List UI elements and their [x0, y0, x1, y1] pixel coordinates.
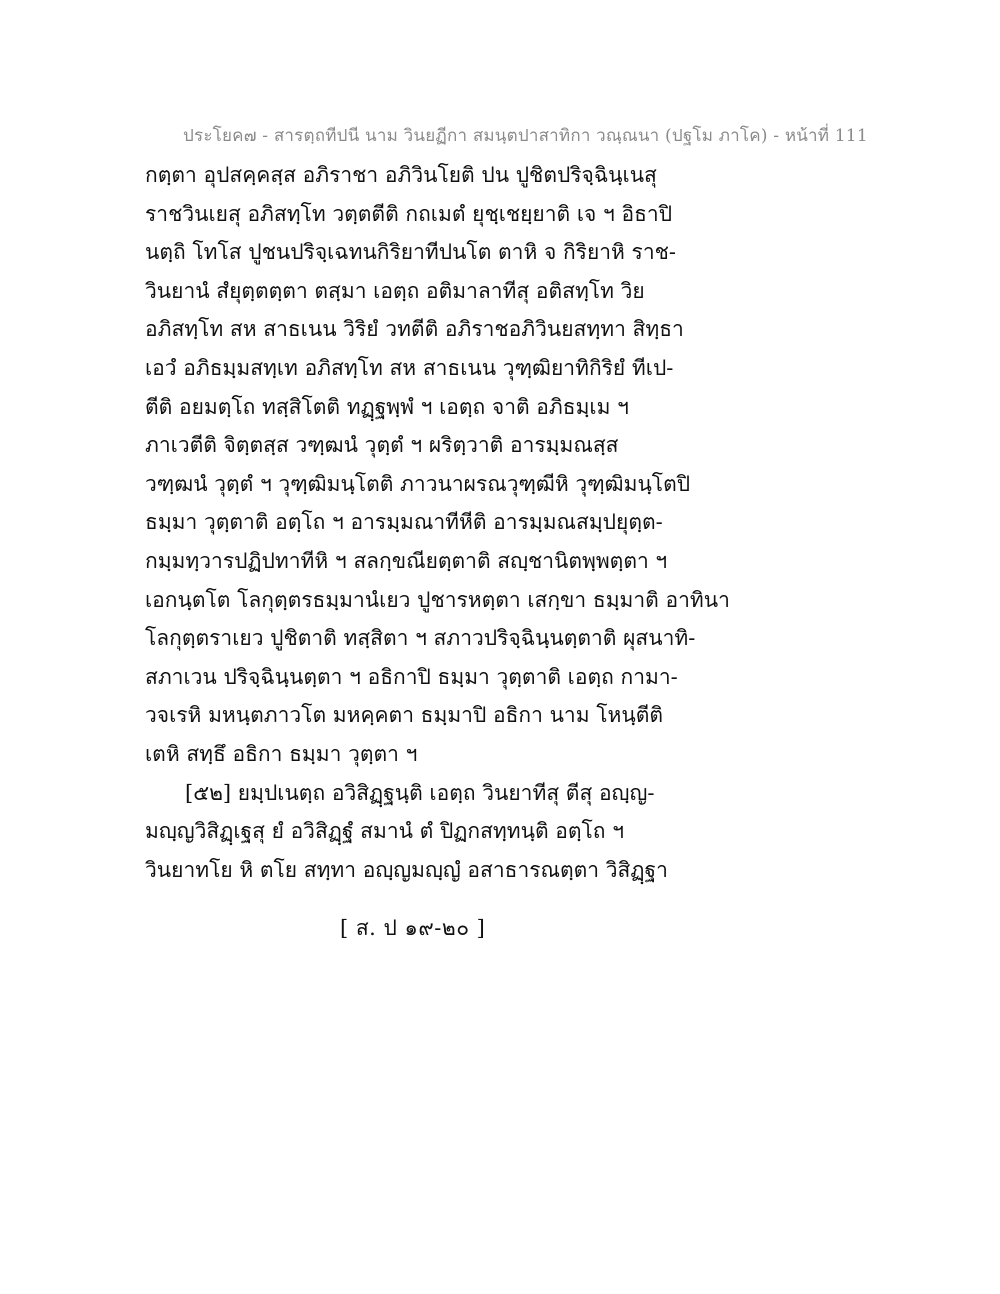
- text-line: เตหิ สทฺธึ อธิกา ธมฺมา วุตฺตา ฯ: [145, 741, 418, 766]
- text-line: วินยาทโย หิ ตโย สทฺทา อญฺญมญฺญํ อสาธารณตฺตา วิสิฏฺฐา: [145, 857, 668, 882]
- text-line: วจเรหิ มหนฺตภาวโต มหคฺคตา ธมฺมาปิ อธิกา นาม โหนฺตีติ: [145, 703, 663, 728]
- text-line: วินยานํ สํยุตฺตตฺตา ตสฺมา เอตฺถ อติมาลาทีสุ อติสทฺโท วิย: [145, 278, 645, 303]
- page-reference: [ ส. ป ๑๙-๒๐ ]: [340, 916, 486, 940]
- running-header: ประโยค๗ - สารตฺถทีปนี นาม วินยฏีกา สมนฺตปาสาทิกา วณฺณนา (ปฐโม ภาโค) - หน้าที่ 111: [183, 126, 868, 146]
- text-line: วฑฺฒนํ วุตฺตํ ฯ วุฑฺฒิมนฺโตติ ภาวนาผรณวุฑฺฒีหิ วุฑฺฒิมนฺโตปิ: [145, 471, 691, 496]
- text-line: มญฺญวิสิฏฺเฐสุ ยํ อวิสิฏฺฐํ สมานํ ตํ ปิฏกสทฺทนฺติ อตฺโถ ฯ: [145, 819, 624, 844]
- text-line: นตฺถิ โทโส ปูชนปริจฺเฉทนกิริยาทีปนโต ตาหิ จ กิริยาหิ ราช-: [145, 240, 676, 265]
- text-line: ธมฺมา วุตฺตาติ อตฺโถ ฯ อารมฺมณาทีหีติ อารมฺมณสมฺปยุตฺต-: [145, 510, 663, 535]
- text-line: ภาเวตีติ จิตฺตสฺส วฑฺฒนํ วุตฺตํ ฯ ผริตฺวาติ อารมฺมณสฺส: [145, 433, 619, 458]
- text-line: โลกุตฺตราเยว ปูชิตาติ ทสฺสิตา ฯ สภาวปริจฺฉินฺนตฺตาติ ผุสนาทิ-: [145, 626, 696, 651]
- text-line: กตฺตา อุปสคฺคสฺส อภิราชา อภิวินโยติ ปน ปูชิตปริจฺฉินฺเนสุ: [145, 163, 657, 187]
- text-line: กมฺมทฺวารปฏิปทาทีหิ ฯ สลกฺขณียตฺตาติ สญฺชานิตพฺพตฺตา ฯ: [145, 548, 668, 573]
- text-line: เอวํ อภิธมฺมสทฺเท อภิสทฺโท สห สาธเนน วุฑฺฒิยาทิกิริยํ ทีเป-: [145, 355, 674, 380]
- body-text: [145, 156, 730, 889]
- paragraph-start-line: [๕๒] ยมฺปเนตฺถ อวิสิฏฺฐนฺติ เอตฺถ วินยาทีสุ ตีสุ อญฺญ-: [185, 780, 655, 805]
- text-line: ตีติ อยมตฺโถ ทสฺสิโตติ ทฏฺฐพฺพํ ฯ เอตฺถ จาติ อภิธมฺเม ฯ: [145, 394, 629, 419]
- text-line: สภาเวน ปริจฺฉินฺนตฺตา ฯ อธิกาปิ ธมฺมา วุตฺตาติ เอตฺถ กามา-: [145, 664, 678, 689]
- text-line: อภิสทฺโท สห สาธเนน วิริยํ วทตีติ อภิราชอภิวินยสทฺทา สิทฺธา: [145, 317, 684, 342]
- text-line: ราชวินเยสุ อภิสทฺโท วตฺตตีติ กถเมตํ ยุชฺเชยฺยาติ เจ ฯ อิธาปิ: [145, 201, 673, 226]
- text-line: เอกนฺตโต โลกุตฺตรธมฺมานํเยว ปูชารหตฺตา เสกฺขา ธมฺมาติ อาทินา: [145, 587, 730, 612]
